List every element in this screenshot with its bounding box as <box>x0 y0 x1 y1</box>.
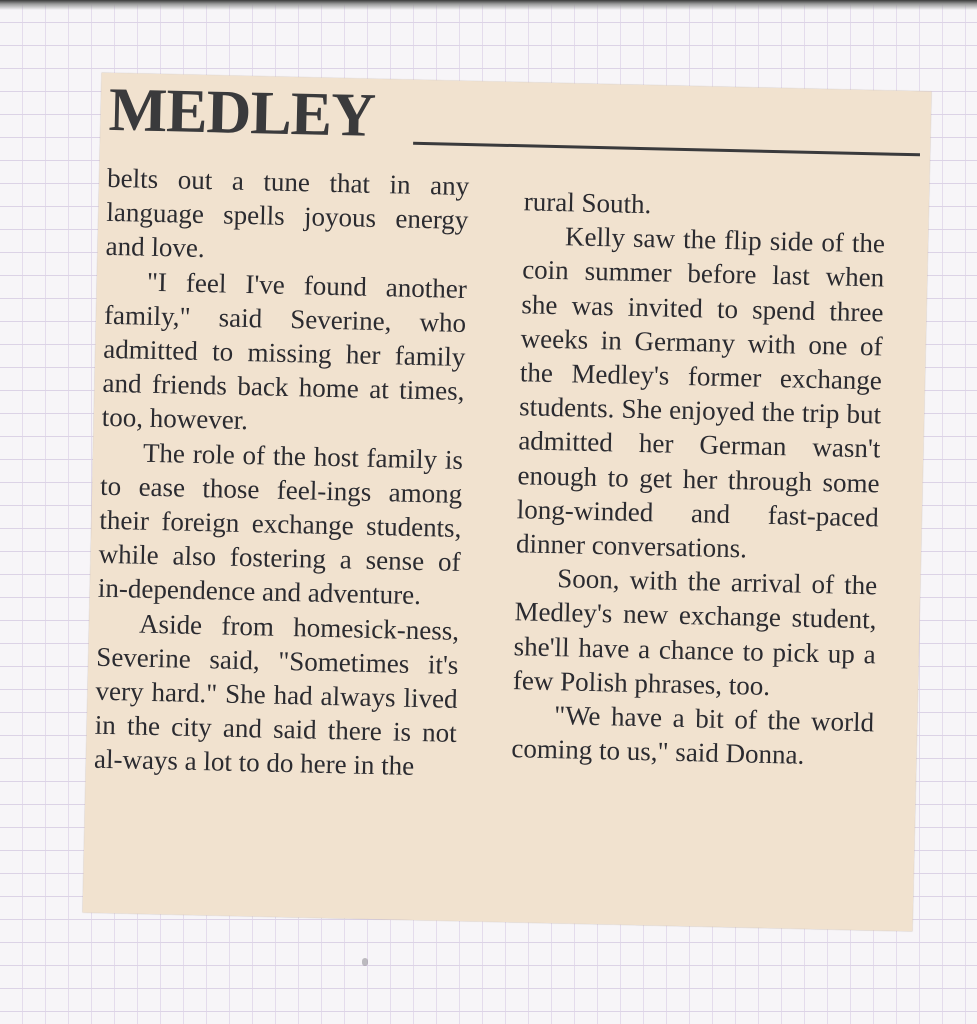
article-paragraph: "We have a bit of the world coming to us," said Donna. <box>511 700 875 771</box>
article-column-right <box>511 184 886 774</box>
masthead-title: MEDLEY <box>108 75 376 150</box>
article-paragraph: belts out a tune that in any language spells joyous energy and love. <box>105 162 470 264</box>
article-paragraph: Aside from homesick-ness, Severine said, "Sometimes it's very hard." She had always lived in the city and said there is not al-ways a lot to do here in the <box>93 608 460 782</box>
paper-speck <box>362 958 368 966</box>
masthead-rule <box>413 142 920 157</box>
article-paragraph: "I feel I've found another family," said Severine, who admitted to missing her family and friends back home at times, too, however. <box>101 266 468 436</box>
masthead <box>108 77 921 167</box>
article-paragraph: Soon, with the arrival of the Medley's new exchange student, she'll have a chance to pick up a few Polish phrases, too. <box>512 563 878 701</box>
article-column-left <box>94 161 470 785</box>
article-paragraph: The role of the host family is to ease those feel-ings among their foreign exchange students, while also fostering a sense of in-dependence and adventure. <box>97 437 464 611</box>
article-paragraph: Kelly saw the flip side of the coin summer before last when she was invited to spend three weeks in Germany with one of the Medley's former exchange students. She enjoyed the trip but admitted her German wasn't enough to get her through some long-winded and fast-paced dinner conversations. <box>515 221 886 564</box>
article-paragraph: rural South. <box>523 186 652 220</box>
newspaper-clipping <box>83 73 932 932</box>
scan-top-edge <box>0 0 977 10</box>
